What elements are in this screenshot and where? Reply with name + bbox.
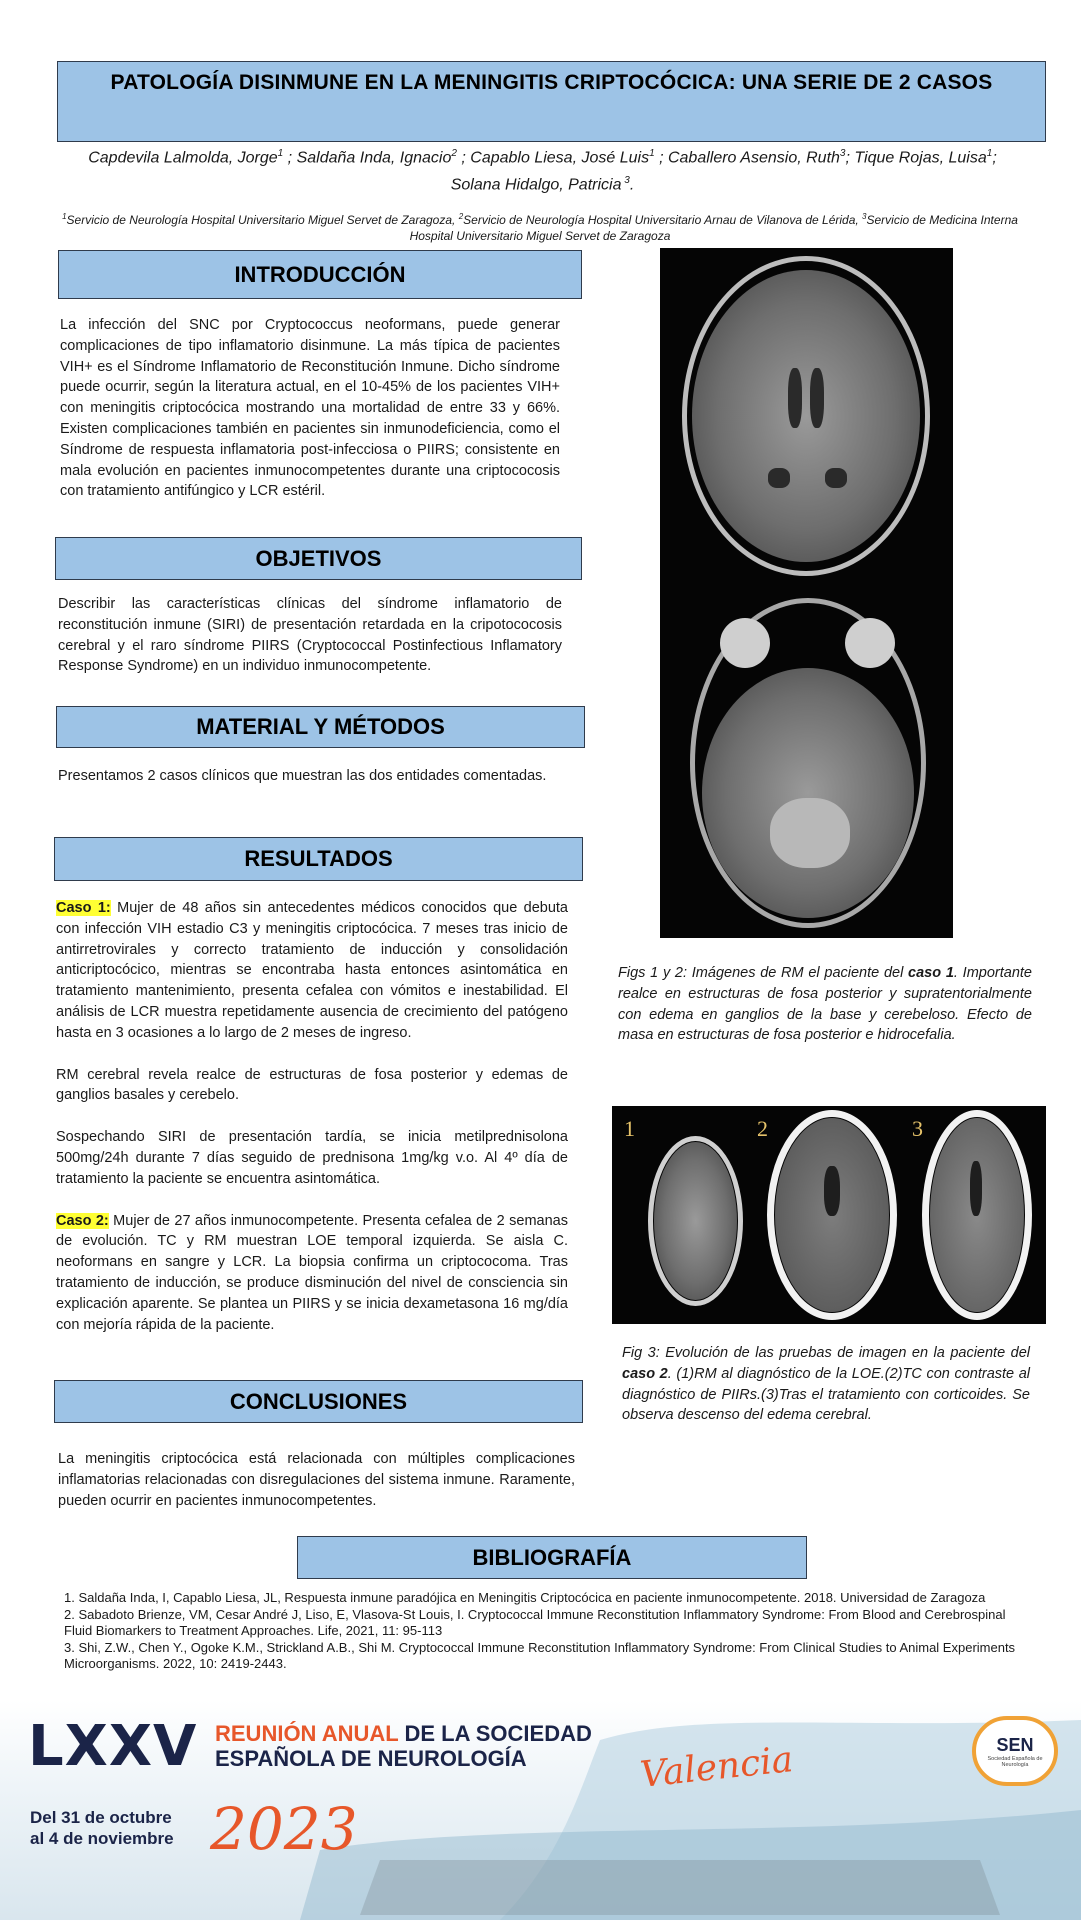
fig3-number: 1: [624, 1116, 635, 1141]
fig3-ventricle: [824, 1166, 840, 1216]
section-heading-resultados: RESULTADOS: [54, 837, 583, 881]
sen-logo-subtext: Sociedad Española de Neurología: [987, 1755, 1043, 1768]
mri-figure-1-2: [660, 248, 953, 938]
mri-ventricle: [810, 368, 824, 428]
fig3-ventricle: [970, 1161, 982, 1216]
affiliation-mark: 1: [62, 212, 67, 221]
meeting-line-2: ESPAÑOLA DE NEUROLOGÍA: [215, 1746, 527, 1771]
mri-brain-1: [692, 270, 920, 562]
material-text: Presentamos 2 casos clínicos que muestran las dos entidades comentadas.: [58, 768, 547, 784]
bibliography-item: 2. Sabadoto Brienze, VM, Cesar André J, Liso, E, Vlasova-St Louis, I. Cryptococcal Immune Reconstitution Inflammatory Syndrome: From Blood and Cerebrospinal Fluid Biomarkers to Treatment Approaches. Life, 2021, 11: 95-113: [64, 1606, 1006, 1638]
resultados-p2: RM cerebral revela realce de estructuras de fosa posterior y edemas de ganglios basales y cerebelo.: [56, 1066, 568, 1104]
fig3-number: 3: [912, 1116, 923, 1141]
affiliations: [60, 209, 1020, 244]
meeting-dates: [30, 1807, 174, 1849]
conclusiones-text: La meningitis criptocócica está relacionada con múltiples complicaciones inflamatorias relacionadas con disregulaciones del sistema inmune. Raramente, pueden ocurrir en pacientes inmunocompetentes.: [58, 1451, 575, 1509]
mri-orbit: [845, 618, 895, 668]
objetivos-text: Describir las características clínicas del síndrome inflamatorio de reconstitución inmune (SIRI) de presentación retardada en la cripotococosis cerebral y el raro síndrome PIIRS (Cryptococcal Postinfectious Inflamatory Response Syndrome) en un individuo inmunocompetente.: [58, 596, 562, 675]
section-heading-bibliografia: BIBLIOGRAFÍA: [297, 1536, 807, 1579]
sen-logo-text: SEN: [996, 1734, 1034, 1755]
caso1-paragraph: [56, 898, 568, 1044]
author-affiliation-mark: 3: [621, 175, 630, 187]
section-heading-objetivos: OBJETIVOS: [55, 537, 582, 580]
meeting-name: [215, 1721, 592, 1771]
author-separator: ;: [283, 149, 297, 167]
bibliography-list: [64, 1590, 1024, 1673]
bibliography-item: 3. Shi, Z.W., Chen Y., Ogoke K.M., Strickland A.B., Shi M. Cryptococcal Immune Reconstitution Inflammatory Syndrome: From Clinical Studies to Animal Experiments Microorganisms. 2022, 10: 2419-2443.: [64, 1639, 1016, 1671]
author-name: Solana Hidalgo, Patricia: [450, 176, 622, 194]
author-separator: ;: [845, 149, 855, 167]
author-affiliation-mark: 1: [277, 148, 284, 159]
author-affiliation-mark: 3: [839, 148, 846, 159]
fig3-caption-bold: caso 2: [622, 1365, 668, 1382]
mri-ventricle: [768, 468, 790, 488]
caso2-text: Mujer de 27 años inmunocompetente. Presenta cefalea de 2 semanas de evolución. TC y RM muestran LOE temporal izquierda. Se aisla C. neoformans en sangre y LCR. La biopsia confirma un criptococoma. Tras tratamiento de inducción, se produce disminución del nivel de consciencia sin explicación aparente. Se plantea un PIIRS y se inicia dexametasona 16 mg/día con mejoría rápida de la paciente.: [56, 1212, 568, 1333]
mri-ventricle: [788, 368, 802, 428]
author-affiliation-mark: 2: [451, 148, 457, 159]
section-heading-conclusiones: CONCLUSIONES: [54, 1380, 583, 1423]
author-name: Capdevila Lalmolda, Jorge: [88, 149, 278, 167]
meeting-line-1-rest: DE LA SOCIEDAD: [398, 1721, 592, 1746]
fig12-caption-post: . Importante realce en estructuras de fosa posterior y supratentorialmente con edema en ganglios de la base y cerebeloso. Efecto de masa en estructuras de fosa posterior e hidrocefalia.: [618, 965, 1032, 1044]
affiliation-text: Servicio de Medicina Interna Hospital Universitario Miguel Servet de Zaragoza: [409, 213, 1018, 243]
affiliation-mark: 2: [458, 212, 464, 221]
author-affiliation-mark: 1: [986, 148, 993, 159]
introduccion-text: La infección del SNC por Cryptococcus neoformans, puede generar complicaciones de tipo inflamatorio disinmune. La más típica de pacientes VIH+ es el Síndrome Inflamatorio de Reconstitución Inmune. Dicho síndrome puede ocurrir, según la literatura actual, en el 10-45% de los pacientes VIH+ con meningitis criptocócica mostrando una mortalidad de entre 33 y 66%. Existen complicaciones también en pacientes sin inmunodeficiencia, como el Síndrome de respuesta inflamatoria post-infecciosa o PIIRS; consistente en mala evolución en pacientes inmunocompetentes durante una criptococosis con tratamiento antifúngico y LCR estéril.: [60, 317, 560, 500]
affiliation-text: Servicio de Neurología Hospital Universitario Miguel Servet de Zaragoza,: [66, 213, 459, 227]
section-heading-material: MATERIAL Y MÉTODOS: [56, 706, 585, 748]
mri-orbit: [720, 618, 770, 668]
mri-brain-2: [702, 668, 914, 918]
author-name: Saldaña Inda, Ignacio: [296, 149, 452, 167]
section-heading-introduccion: INTRODUCCIÓN: [58, 250, 582, 299]
poster-title: PATOLOGÍA DISINMUNE EN LA MENINGITIS CRIPTOCÓCICA: UNA SERIE DE 2 CASOS: [57, 61, 1046, 142]
author-name: Tique Rojas, Luisa: [854, 149, 987, 167]
author-separator: .: [629, 176, 635, 194]
author-separator: ;: [654, 149, 668, 167]
fig3-caption: [622, 1343, 1030, 1426]
fig12-caption-bold: caso 1: [908, 965, 954, 981]
caso2-paragraph: [56, 1211, 568, 1336]
caso2-label: Caso 2:: [56, 1212, 109, 1229]
fig12-caption-pre: Figs 1 y 2: Imágenes de RM el paciente del: [618, 965, 909, 981]
fig3-caption-pre: Fig 3: Evolución de las pruebas de imagen en la paciente del: [622, 1345, 1030, 1361]
fig3-caption-post: . (1)RM al diagnóstico de la LOE.(2)TC con contraste al diagnóstico de PIIRs.(3)Tras el tratamiento con corticoides. Se observa descenso del edema cerebral.: [622, 1365, 1030, 1424]
meeting-year: 2023: [210, 1795, 358, 1863]
author-affiliation-mark: 1: [649, 148, 655, 159]
mri-cerebellum-enhancement: [770, 798, 850, 868]
author-name: Caballero Asensio, Ruth: [667, 149, 840, 167]
resultados-text: [56, 898, 568, 1335]
edition-number: LXXV: [28, 1714, 198, 1779]
affiliation-mark: 3: [862, 212, 867, 221]
meeting-city: Valencia: [638, 1739, 796, 1796]
meeting-line-1-highlight: REUNIÓN ANUAL: [215, 1721, 399, 1746]
author-separator: ;: [992, 149, 997, 167]
fig12-caption: [618, 963, 1032, 1046]
mri-figure-3: [612, 1106, 1046, 1324]
author-separator: ;: [456, 149, 471, 167]
fig3-brain-1: [654, 1142, 737, 1300]
caso1-label: Caso 1:: [56, 900, 111, 916]
dates-line-1: Del 31 de octubre: [30, 1808, 172, 1827]
caso1-text: Mujer de 48 años sin antecedentes médicos conocidos que debuta con infección VIH estadio C3 y meningitis criptocócica. 7 meses tras inicio de antirretrovirales y correcto tratamiento de inducción y consolidación anticriptocócico, mientras se encontraba hasta entonces asintomática en tratamiento mantenimiento, presenta cefalea con vómitos e inestabilidad. El análisis de LCR muestra repetidamente ausencia de crecimiento del patógeno hasta en 3 ocasiones a lo largo de 2 meses de ingreso.: [56, 900, 568, 1041]
author-name: Capablo Liesa, José Luis: [470, 149, 650, 167]
mri-ventricle: [825, 468, 847, 488]
bibliography-item: 1. Saldaña Inda, I, Capablo Liesa, JL, Respuesta inmune paradójica en Meningitis Criptocócica en paciente inmunocompetente. 2018. Universidad de Zaragoza: [64, 1590, 986, 1605]
authors: [70, 142, 1015, 197]
meeting-line-1: [215, 1721, 592, 1746]
dates-line-2: al 4 de noviembre: [30, 1829, 174, 1848]
fig3-number: 2: [757, 1116, 768, 1141]
resultados-p3: Sospechando SIRI de presentación tardía, se inicia metilprednisolona 500mg/24h durante 7 días seguido de prednisona 1mg/kg v.o. Al 4º día de tratamiento la paciente se encuentra asintomática.: [56, 1129, 568, 1187]
sen-logo: [972, 1716, 1058, 1786]
affiliation-text: Servicio de Neurología Hospital Universitario Arnau de Vilanova de Lérida,: [463, 213, 863, 227]
